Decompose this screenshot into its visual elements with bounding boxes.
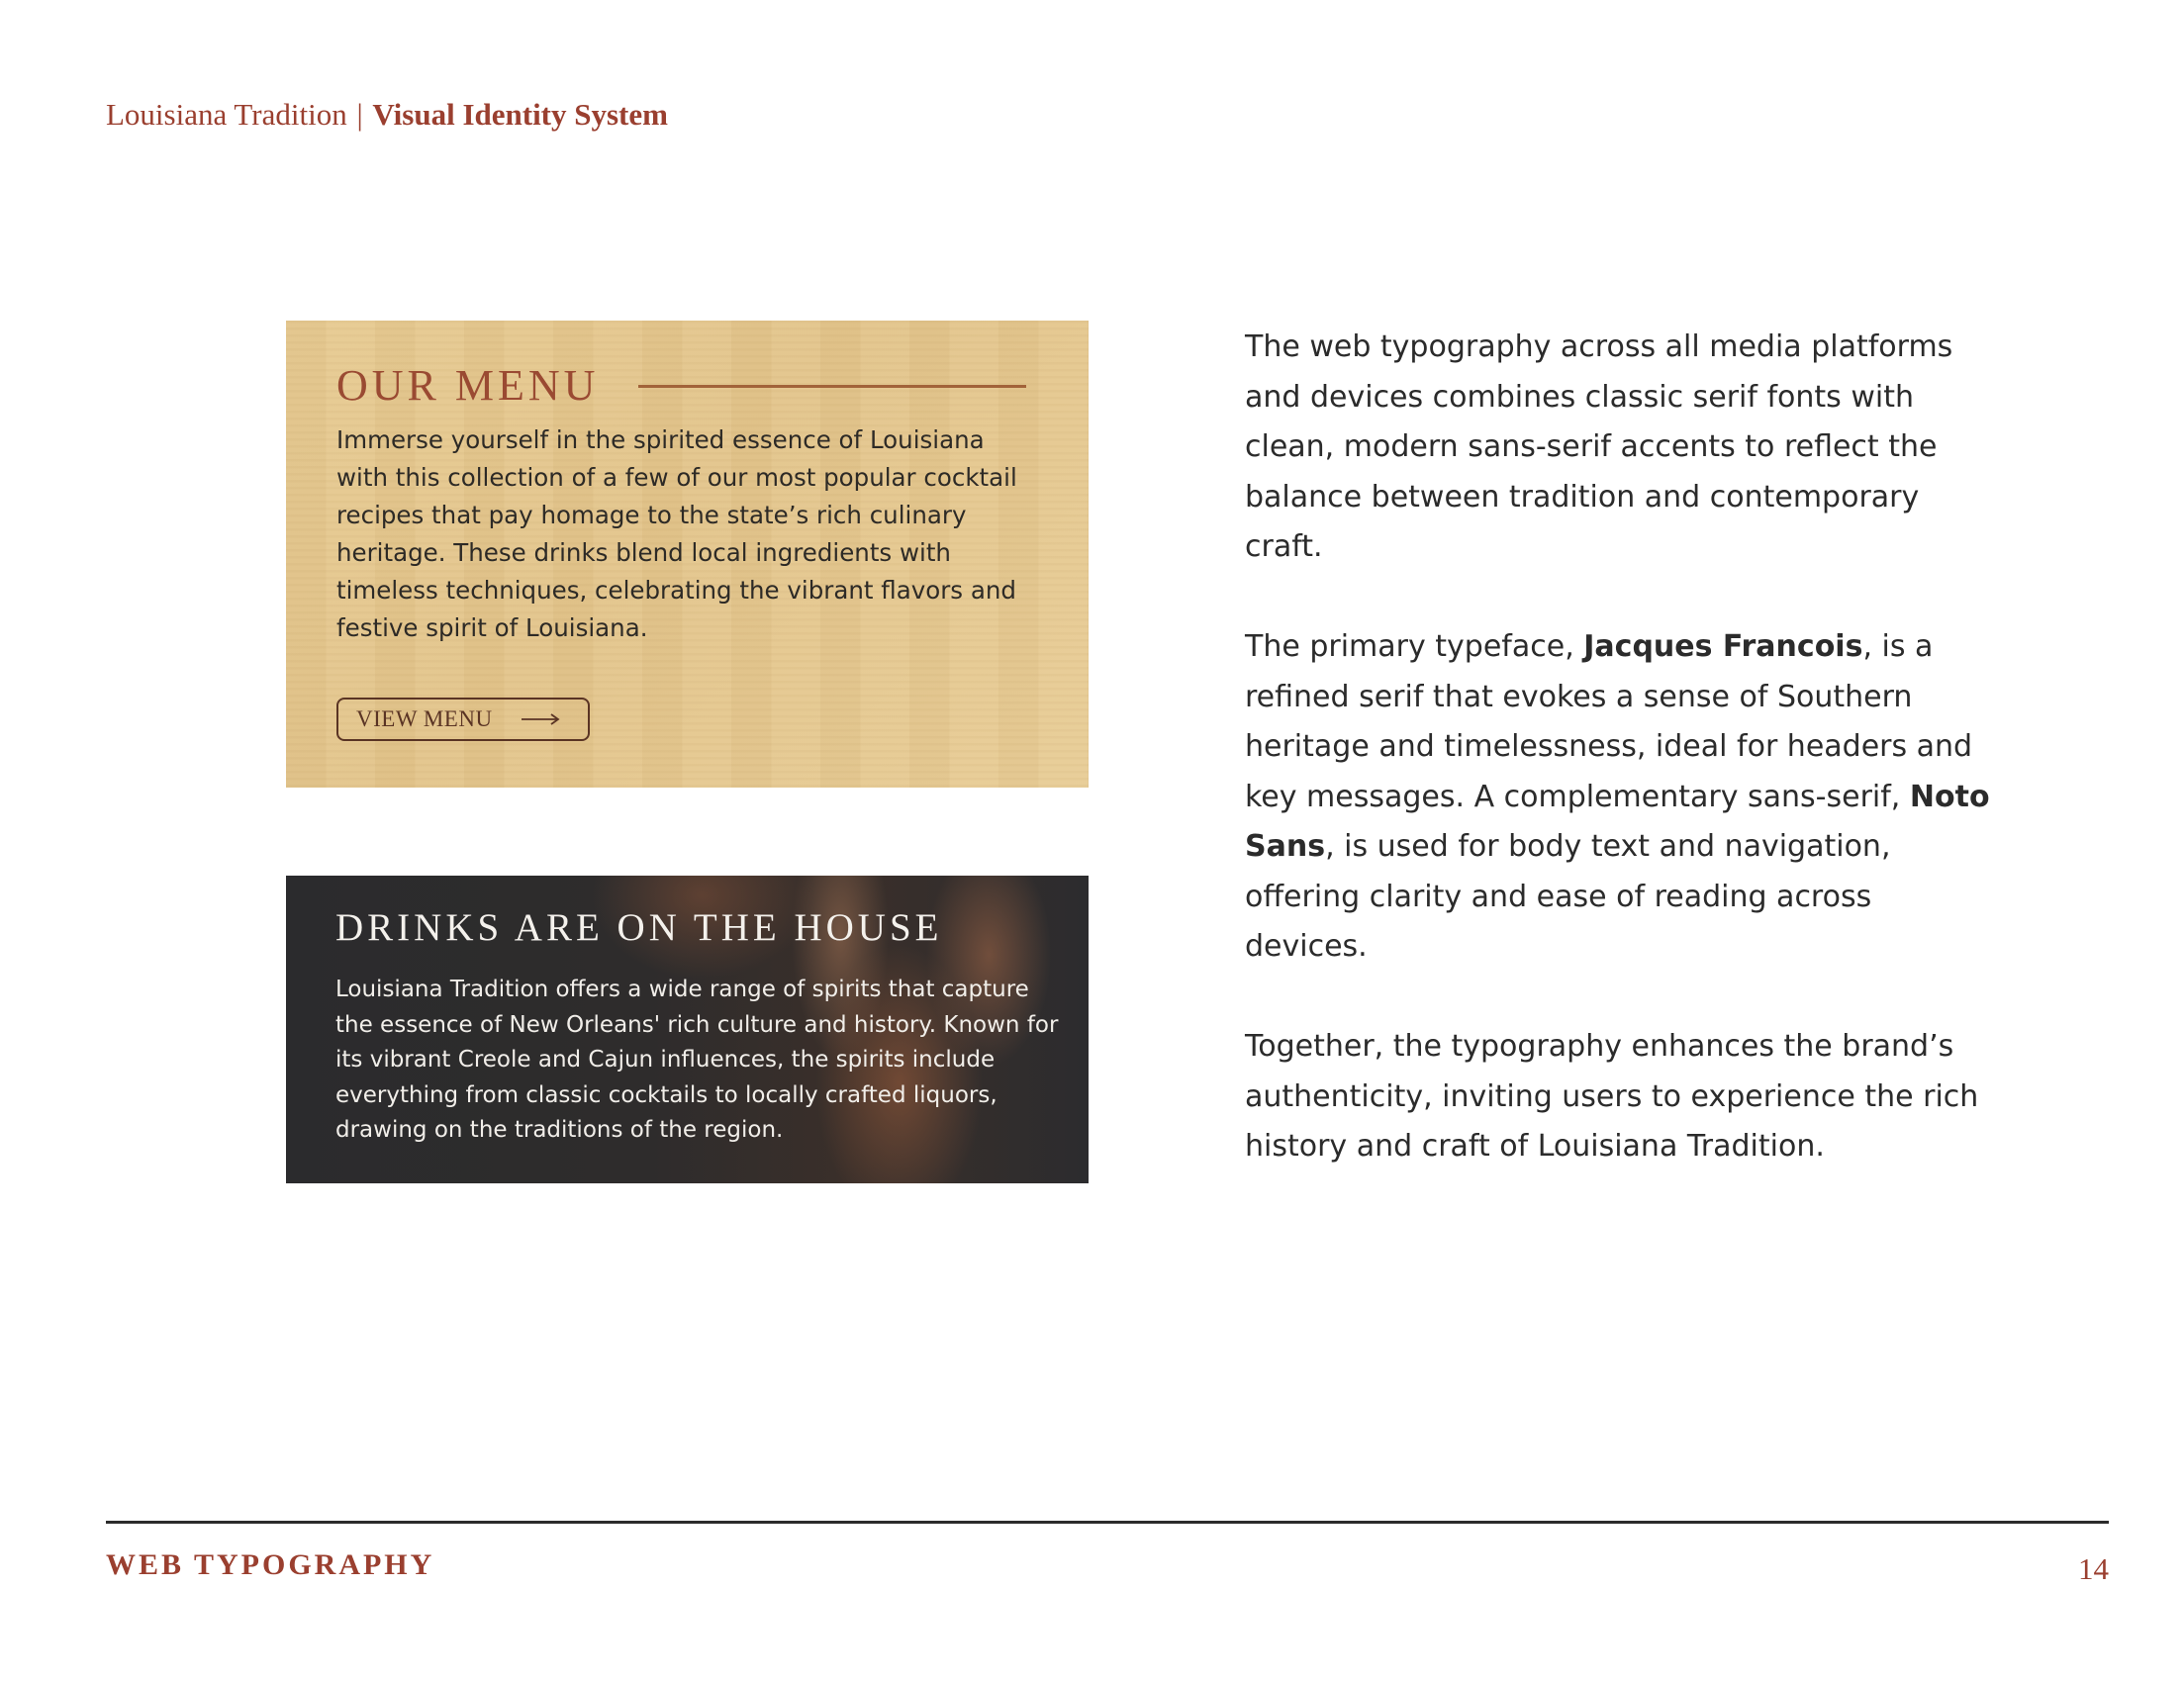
typography-description (1245, 323, 1997, 1222)
view-menu-button[interactable] (336, 698, 590, 741)
menu-body-text: Immerse yourself in the spirited essence of Louisiana with this collection of a few of our most popular cocktail recipes that pay homage to the state’s rich culinary heritage. These drinks blend local ingredients with timeless techniques, celebrating the vibrant flavors and festive spirit of Louisiana. (336, 425, 1017, 642)
header-separator: | (356, 97, 363, 132)
description-p2-text-b: , is a refined serif that evokes a sense of Southern heritage and timelessness, ideal for headers and key messages. A complementary sans-serif, (1245, 629, 1973, 814)
primary-typeface-name: Jacques Francois (1583, 629, 1863, 664)
arrow-right-icon (521, 712, 560, 726)
description-p2-text-c: , is used for body text and navigation, offering clarity and ease of reading across devices. (1245, 829, 1891, 964)
view-menu-button-label: VIEW MENU (356, 706, 493, 731)
secondary-typeface-name: Noto Sans (1245, 779, 1990, 864)
menu-heading-row (336, 360, 1039, 416)
description-paragraph-2 (1245, 622, 1997, 973)
drinks-heading: DRINKS ARE ON THE HOUSE (335, 906, 943, 949)
footer-section-title: WEB TYPOGRAPHY (106, 1548, 435, 1581)
description-paragraph-1: The web typography across all media platforms and devices combines classic serif fonts with clean, modern sans-serif accents to reflect the balance between tradition and contemporary craft. (1245, 329, 1953, 564)
page-number: 14 (2078, 1551, 2109, 1586)
menu-heading-rule (638, 385, 1026, 388)
description-p2-text-a: The primary typeface, (1245, 629, 1584, 664)
our-menu-card (286, 321, 1089, 788)
footer-divider (106, 1521, 2109, 1524)
page-header (106, 97, 668, 133)
header-title: Visual Identity System (372, 97, 668, 132)
header-brand: Louisiana Tradition (106, 97, 347, 132)
description-paragraph-3: Together, the typography enhances the brand’s authenticity, inviting users to experience the rich history and craft of Louisiana Tradition. (1245, 1029, 1979, 1164)
drinks-body-text: Louisiana Tradition offers a wide range of spirits that capture the essence of New Orleans' rich culture and history. Known for its vibrant Creole and Cajun influences, the spirits include everything from classic cocktails to locally crafted liquors, drawing on the traditions of the region. (335, 977, 1059, 1143)
menu-heading: OUR MENU (336, 361, 600, 410)
drinks-card (286, 876, 1089, 1183)
